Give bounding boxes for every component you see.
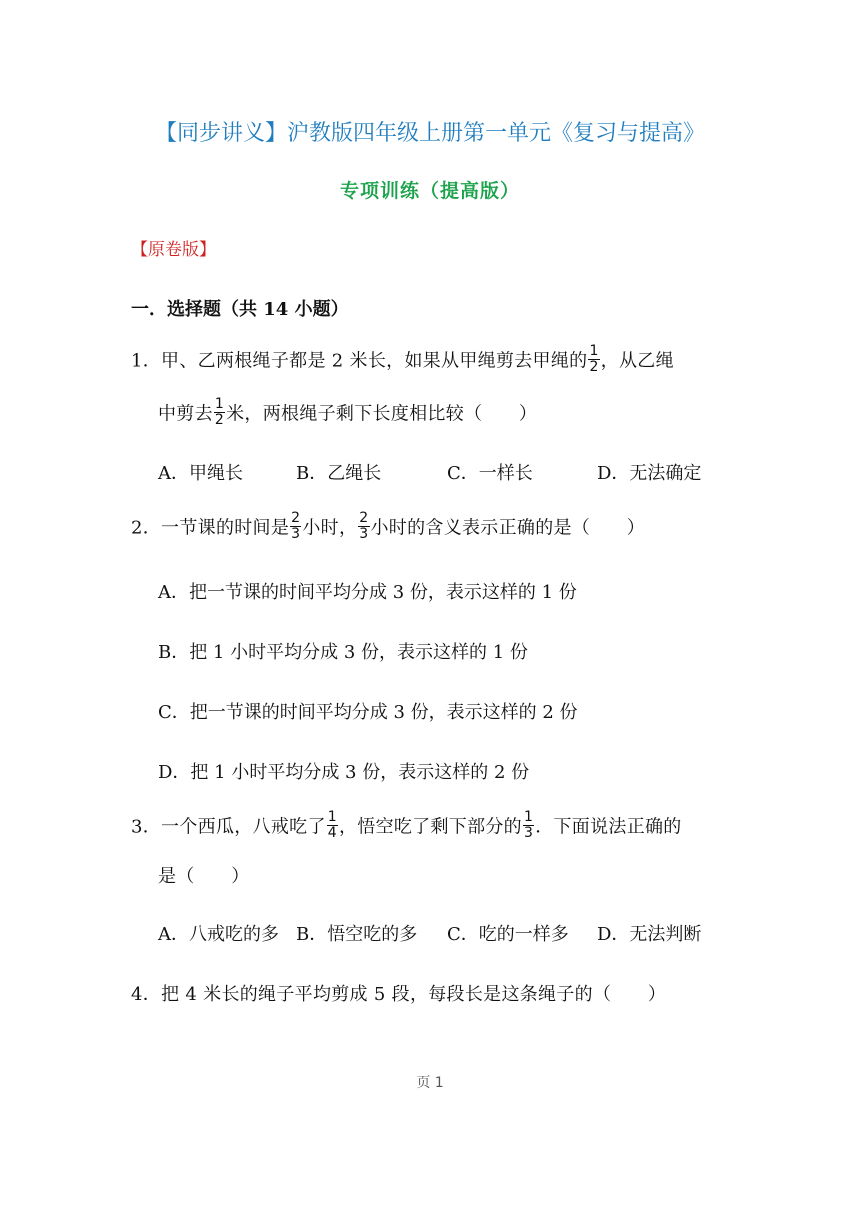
fraction: $\frac{2}{3}$ (291, 510, 301, 542)
section-title: 一．选择题（共 14 小题） (131, 299, 349, 320)
question-3-option-a: A．八戒吃的多 (158, 924, 279, 945)
question-2-option-c: C．把一节课的时间平均分成 3 份，表示这样的 2 份 (158, 702, 578, 723)
question-3-line-1: 3．一个西瓜，八戒吃了 $\frac{1}{4}$ ，悟空吃了剩下部分的 $\frac{1}{3}$ ．下面说法正确的 (131, 809, 682, 841)
question-3-option-b: B．悟空吃的多 (296, 924, 418, 945)
question-2-line-1: 2．一节课的时间是 $\frac{2}{3}$ 小时， $\frac{2}{3}$ 小时的含义表示正确的是（ ） (131, 510, 645, 542)
question-1-option-c: C．一样长 (447, 463, 533, 484)
question-1-line-2: 中剪去 $\frac{1}{2}$ 米，两根绳子剩下长度相比较（ ） (158, 396, 538, 428)
fraction: $\frac{1}{2}$ (214, 396, 225, 428)
fraction: $\frac{1}{2}$ (589, 343, 599, 375)
document-title: 【同步讲义】沪教版四年级上册第一单元《复习与提高》 (154, 121, 705, 146)
question-1-option-a: A．甲绳长 (158, 463, 243, 484)
document-subtitle: 专项训练（提高版） (339, 180, 520, 202)
fraction: $\frac{2}{3}$ (359, 510, 369, 542)
question-1-option-b: B．乙绳长 (296, 463, 382, 484)
fraction: $\frac{1}{4}$ (327, 809, 337, 841)
question-2-option-d: D．把 1 小时平均分成 3 份，表示这样的 2 份 (158, 762, 530, 783)
question-2-option-a: A．把一节课的时间平均分成 3 份，表示这样的 1 份 (158, 582, 577, 603)
question-4-line-1: 4．把 4 米长的绳子平均剪成 5 段，每段长是这条绳子的（ ） (131, 984, 667, 1005)
question-3-line-2: 是（ ） (158, 866, 250, 887)
question-1-line-1: 1．甲、乙两根绳子都是 2 米长，如果从甲绳剪去甲绳的 $\frac{1}{2}$ ，从乙绳 (131, 343, 674, 375)
fraction: $\frac{1}{3}$ (523, 809, 534, 841)
question-2-option-b: B．把 1 小时平均分成 3 份，表示这样的 1 份 (158, 642, 528, 663)
question-3-option-c: C．吃的一样多 (447, 924, 569, 945)
question-1-option-d: D．无法确定 (597, 463, 702, 484)
page-number: 页 1 (416, 1075, 444, 1091)
version-tag: 【原卷版】 (131, 240, 216, 260)
question-3-option-d: D．无法判断 (597, 924, 702, 945)
